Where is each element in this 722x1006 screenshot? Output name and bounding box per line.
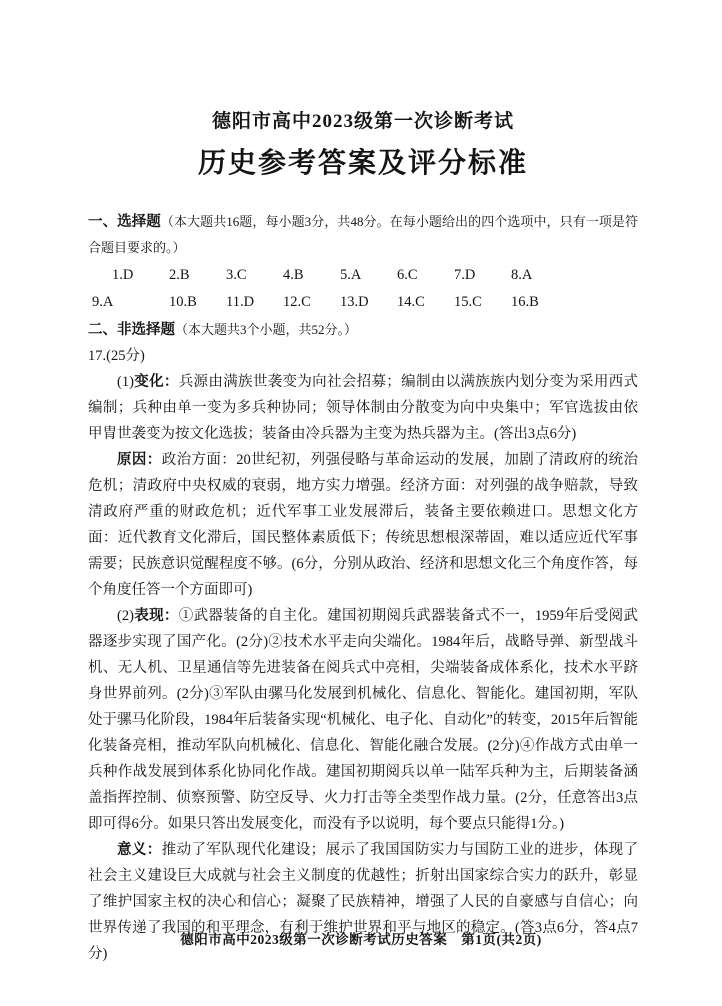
answer-item: 13.D [340, 294, 369, 310]
q17-part1-changes-paragraph [88, 369, 638, 447]
answer-item: 7.D [454, 267, 476, 283]
choice-answers [88, 261, 638, 317]
answer-item: 14.C [397, 294, 425, 310]
answer-item: 10.B [169, 294, 197, 310]
reason-lead-label: 原因： [117, 452, 162, 468]
page-footer: 德阳市高中2023级第一次诊断考试历史答案 第1页(共2页) [180, 932, 542, 947]
exam-title: 德阳市高中2023级第一次诊断考试 [211, 111, 514, 132]
meaning-text: 推动了军队现代化建设；展示了我国国防实力与国防工业的进步，体现了社会主义建设巨大成就与社会主义制度的优越性；折射出国家综合实力的跃升，彰显了维护国家主权的决心和信心；凝聚了民族精神，增强了人民的自豪感与自信心；向世界传递了我国的和平理念，有利于维护世界和平与地区的稳定。(答3点6分，答4点7分) [88, 842, 639, 962]
answer-item: 2.B [169, 267, 190, 283]
answer-item: 3.C [226, 267, 247, 283]
q17-part2-manifestation-paragraph [88, 603, 638, 837]
document-body [88, 209, 638, 967]
document-header [88, 106, 638, 181]
answer-item: 1.D [112, 267, 134, 283]
section-1-title: 一、选择题 [88, 214, 161, 230]
meaning-lead-label: 意义： [117, 842, 162, 858]
document-title: 历史参考答案及评分标准 [197, 148, 528, 179]
section-1-heading [88, 209, 638, 261]
section-2-heading [88, 317, 638, 343]
question-17-label: 17.(25分) [88, 348, 145, 364]
part2-prefix: (2) [117, 608, 134, 624]
answers-row-2 [88, 289, 638, 316]
answer-item: 6.C [397, 267, 418, 283]
answer-item: 16.B [511, 294, 539, 310]
answer-item: 5.A [340, 267, 362, 283]
answer-item: 8.A [511, 267, 533, 283]
section-2-title: 二、非选择题 [88, 322, 175, 338]
answer-item: 15.C [454, 294, 482, 310]
answer-item: 4.B [283, 267, 304, 283]
section-2-note: （本大题共3个小题，共52分。） [175, 322, 358, 337]
part2-lead-label: 表现： [133, 608, 179, 624]
part1-text: 兵源由满族世袭变为向社会招募；编制由以满族族内划分变为采用西式编制；兵种由单一变为多兵种协同；领导体制由分散变为向中央集中；军官选拔由依甲胄世袭变为按文化选拔；装备由冷兵器为主变为热兵器为主。(答出3点6分) [88, 374, 639, 442]
answer-item: 12.C [283, 294, 311, 310]
answers-row-1 [88, 262, 638, 289]
part1-prefix: (1) [117, 374, 134, 390]
reason-text: 政治方面：20世纪初，列强侵略与革命运动的发展，加剧了清政府的统治危机；清政府中央权威的衰弱，地方实力增强。经济方面：对列强的战争赔款，导致清政府严重的财政危机；近代军事工业发展滞后，装备主要依赖进口。思想文化方面：近代教育文化滞后，国民整体素质低下；传统思想根深蒂固，难以适应近代军事需要；民族意识觉醒程度不够。(6分，分别从政治、经济和思想文化三个角度作答，每个角度任答一个方面即可) [88, 452, 639, 598]
q17-reason-paragraph [88, 447, 638, 603]
answer-item: 9.A [92, 294, 114, 310]
part1-lead-label: 变化： [133, 374, 179, 390]
part2-text: ①武器装备的自主化。建国初期阅兵武器装备式不一，1959年后受阅武器逐步实现了国产化。(2分)②技术水平走向尖端化。1984年后，战略导弹、新型战斗机、无人机、卫星通信等先进装备在阅兵式中亮相，尖端装备成体系化，技术水平跻身世界前列。(2分)③军队由骡马化发展到机械化、信息化、智能化。建国初期，军队处于骡马化阶段，1984年后装备实现“机械化、电子化、自动化”的转变，2015年后智能化装备亮相，推动军队向机械化、信息化、智能化融合发展。(2分)④作战方式由单一兵种作战发展到体系化协同化作战。建国初期阅兵以单一陆军兵种为主，后期装备涵盖指挥控制、侦察预警、防空反导、火力打击等全类型作战力量。(2分，任意答出3点即可得6分。如果只答出发展变化，而没有予以说明，每个要点只能得1分。) [88, 608, 638, 832]
section-1-note: （本大题共16题，每小题3分，共48分。在每小题给出的四个选项中，只有一项是符合题目要求的。） [88, 214, 638, 255]
answer-item: 11.D [226, 294, 255, 310]
